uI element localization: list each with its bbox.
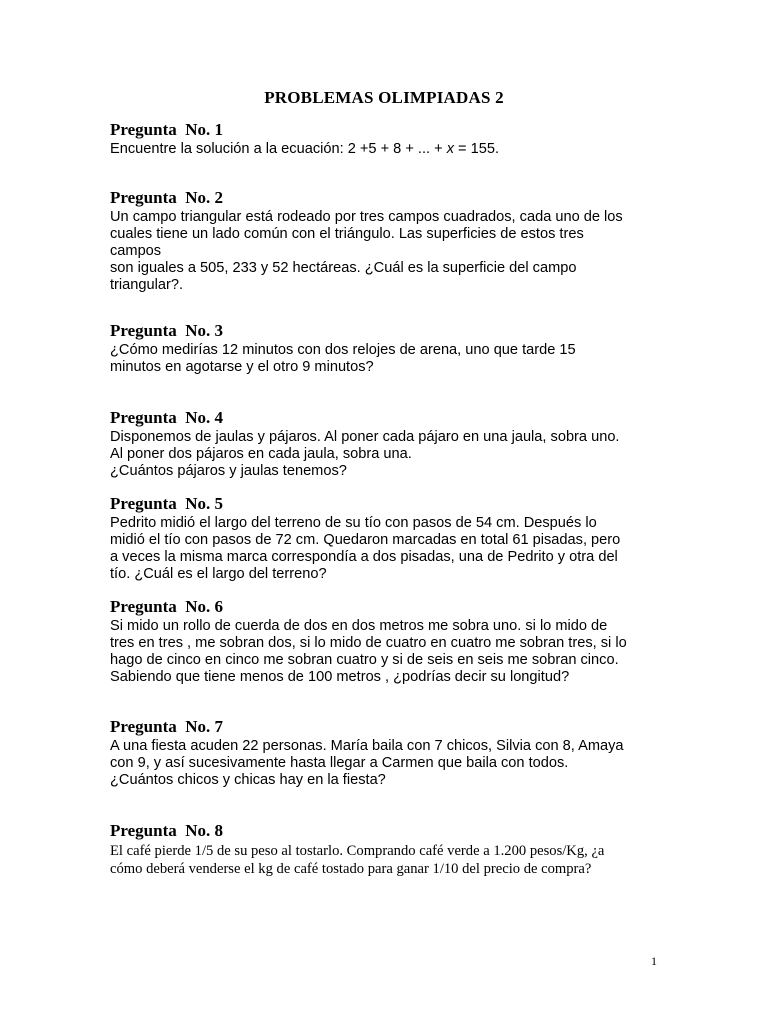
question-8-line-2: cómo deberá venderse el kg de café tostado para ganar 1/10 del precio de compra? [110,861,592,877]
question-5-line-4: tío. ¿Cuál es el largo del terreno? [110,566,327,582]
question-1-line-1 [110,141,670,158]
question-6-line-2: tres en tres , me sobran dos, si lo mido de cuatro en cuatro me sobran tres, si lo [110,635,627,651]
question-4-line-3: ¿Cuántos pájaros y jaulas tenemos? [110,463,347,479]
question-3 [110,321,670,376]
question-5 [110,494,670,583]
question-7 [110,717,670,789]
page-number: 1 [651,954,657,968]
question-8-heading: Pregunta No. 8 [110,821,224,840]
question-6-line-3: hago de cinco en cinco me sobran cuatro y si de seis en seis me sobran cinco. [110,652,619,668]
question-2-line-4: son iguales a 505, 233 y 52 hectáreas. ¿Cuál es la superficie del campo [110,260,577,276]
question-2-line-2: cuales tiene un lado común con el triángulo. Las superficies de estos tres [110,226,584,242]
question-3-line-1: ¿Cómo medirías 12 minutos con dos relojes de arena, uno que tarde 15 [110,342,576,358]
question-1-text: Encuentre la solución a la ecuación: 2 +5 + 8 + ... + x = 155. [110,141,500,157]
question-1-heading: Pregunta No. 1 [110,120,224,139]
question-6-line-1: Si mido un rollo de cuerda de dos en dos metros me sobra uno. si lo mido de [110,618,608,634]
question-7-line-2: con 9, y así sucesivamente hasta llegar a Carmen que baila con todos. [110,755,569,771]
question-7-heading: Pregunta No. 7 [110,717,224,736]
question-8-line-1: El café pierde 1/5 de su peso al tostarlo. Comprando café verde a 1.200 pesos/Kg, ¿a [110,843,605,859]
question-6 [110,597,670,686]
question-5-heading: Pregunta No. 5 [110,494,224,513]
question-7-line-3: ¿Cuántos chicos y chicas hay en la fiesta? [110,772,386,788]
question-3-line-2: minutos en agotarse y el otro 9 minutos? [110,359,374,375]
question-2-line-3: campos [110,243,162,259]
question-1 [110,120,670,158]
question-2-line-5: triangular?. [110,277,184,293]
question-3-heading: Pregunta No. 3 [110,321,224,340]
question-2 [110,188,670,294]
question-6-line-4: Sabiendo que tiene menos de 100 metros , ¿podrías decir su longitud? [110,669,570,685]
question-8 [110,821,670,878]
question-2-heading: Pregunta No. 2 [110,188,224,207]
question-4-line-1: Disponemos de jaulas y pájaros. Al poner cada pájaro en una jaula, sobra uno. [110,429,620,445]
question-2-line-1: Un campo triangular está rodeado por tres campos cuadrados, cada uno de los [110,209,623,225]
question-4 [110,408,670,480]
question-6-heading: Pregunta No. 6 [110,597,224,616]
document-title: PROBLEMAS OLIMPIADAS 2 [264,88,504,107]
question-4-line-2: Al poner dos pájaros en cada jaula, sobra una. [110,446,412,462]
question-5-line-1: Pedrito midió el largo del terreno de su tío con pasos de 54 cm. Después lo [110,515,597,531]
question-5-line-3: a veces la misma marca correspondía a dos pisadas, una de Pedrito y otra del [110,549,618,565]
question-5-line-2: midió el tío con pasos de 72 cm. Quedaron marcadas en total 61 pisadas, pero [110,532,621,548]
question-7-line-1: A una fiesta acuden 22 personas. María baila con 7 chicos, Silvia con 8, Amaya [110,738,624,754]
question-4-heading: Pregunta No. 4 [110,408,224,427]
variable-x: x [446,141,454,157]
